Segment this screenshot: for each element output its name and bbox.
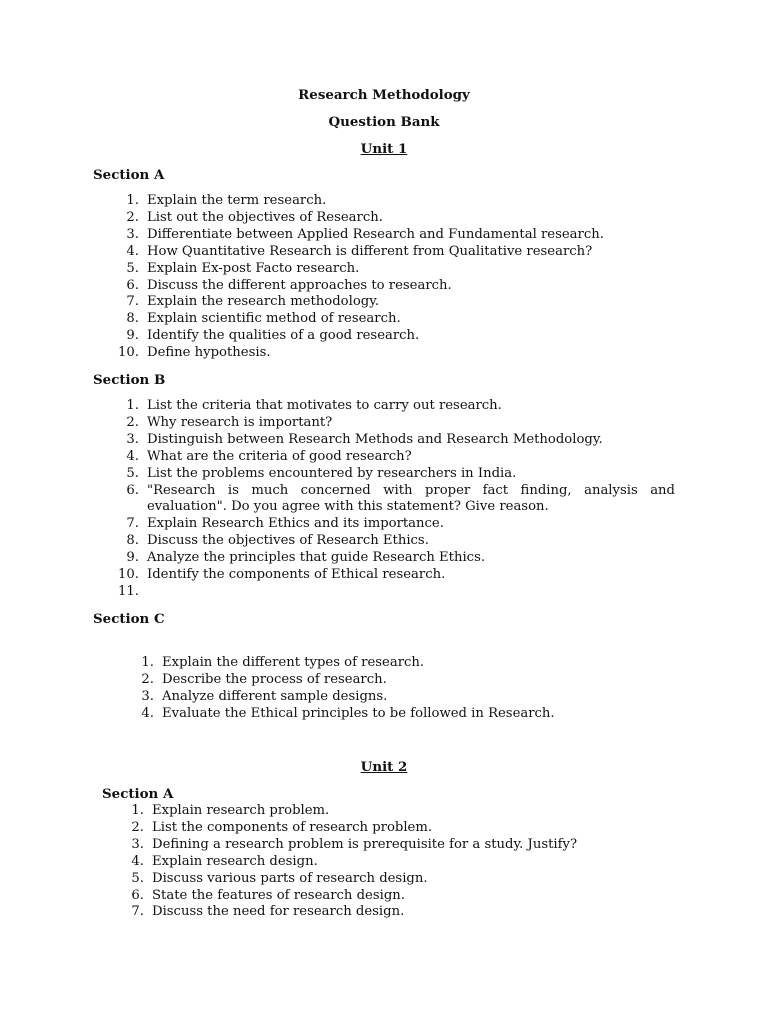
question-text: Discuss the different approaches to research. xyxy=(147,277,452,293)
question-number: 7. xyxy=(131,904,144,920)
question-number: 1. xyxy=(126,398,139,413)
question-text: Evaluate the Ethical principles to be followed in Research. xyxy=(162,705,555,721)
question-item xyxy=(101,244,675,261)
question-item xyxy=(101,516,675,533)
question-item xyxy=(112,803,682,820)
unit2-label: Unit 2 xyxy=(360,759,408,775)
question-number: 3. xyxy=(131,836,144,852)
question-number: 6. xyxy=(131,887,144,903)
question-item xyxy=(101,261,675,278)
question-text: How Quantitative Research is different from Qualitative research? xyxy=(147,243,593,259)
document-subtitle: Question Bank xyxy=(328,114,440,130)
question-number: 11. xyxy=(118,583,139,599)
question-item xyxy=(112,837,682,854)
question-number: 4. xyxy=(131,853,144,869)
question-text: Define hypothesis. xyxy=(147,345,271,361)
question-number: 10. xyxy=(118,567,139,583)
unit1-sectionA-heading: Section A xyxy=(93,167,165,183)
question-item xyxy=(101,278,675,295)
question-number: 7. xyxy=(126,294,139,310)
question-item xyxy=(101,294,675,311)
question-number: 2. xyxy=(126,414,139,430)
question-text: Explain Ex-post Facto research. xyxy=(147,260,360,276)
question-text: Differentiate between Applied Research and Fundamental research. xyxy=(147,226,604,242)
question-text: Discuss various parts of research design. xyxy=(152,870,428,886)
question-text: List the problems encountered by researchers in India. xyxy=(147,465,517,481)
question-item xyxy=(122,655,682,672)
question-item xyxy=(112,854,682,871)
question-number: 7. xyxy=(126,516,139,532)
question-text: Explain research design. xyxy=(152,853,318,869)
question-text: List the components of research problem. xyxy=(152,819,433,835)
question-text: Distinguish between Research Methods and Research Methodology. xyxy=(147,431,603,447)
question-text: Explain the different types of research. xyxy=(162,655,425,670)
question-text: State the features of research design. xyxy=(152,887,405,903)
question-text: Describe the process of research. xyxy=(162,671,387,687)
question-text: Explain the term research. xyxy=(147,193,327,208)
question-text: Explain the research methodology. xyxy=(147,294,380,310)
question-number: 2. xyxy=(141,671,154,687)
unit1-sectionC-heading: Section C xyxy=(93,611,165,627)
unit1-sectionC-list xyxy=(122,655,682,723)
question-number: 3. xyxy=(126,226,139,242)
question-number: 4. xyxy=(126,243,139,259)
unit1-sectionA-list xyxy=(101,193,675,362)
question-item xyxy=(112,888,682,905)
question-number: 6. xyxy=(126,482,139,498)
question-item xyxy=(101,449,675,466)
question-item xyxy=(101,311,675,328)
unit2-sectionA-heading: Section A xyxy=(102,786,174,802)
question-item xyxy=(101,415,675,432)
question-number: 9. xyxy=(126,550,139,566)
question-item xyxy=(122,706,682,723)
question-number: 6. xyxy=(126,277,139,293)
question-text: Discuss the need for research design. xyxy=(152,904,405,920)
question-item xyxy=(122,672,682,689)
question-number: 10. xyxy=(118,345,139,361)
question-item xyxy=(101,227,675,244)
question-text: Analyze the principles that guide Research Ethics. xyxy=(147,550,486,566)
unit1-heading xyxy=(0,141,768,157)
question-text: List the criteria that motivates to carry out research. xyxy=(147,398,502,413)
question-item xyxy=(101,432,675,449)
question-number: 4. xyxy=(141,705,154,721)
question-number: 2. xyxy=(131,819,144,835)
question-number: 1. xyxy=(141,655,154,670)
question-number: 8. xyxy=(126,311,139,327)
question-number: 9. xyxy=(126,328,139,344)
question-item xyxy=(101,466,675,483)
question-text: Explain research problem. xyxy=(152,803,330,818)
unit1-sectionB-heading: Section B xyxy=(93,372,166,388)
unit1-label: Unit 1 xyxy=(360,141,408,157)
question-number: 4. xyxy=(126,448,139,464)
question-item xyxy=(112,871,682,888)
document-title: Research Methodology xyxy=(298,87,470,103)
question-number: 2. xyxy=(126,209,139,225)
unit1-sectionB-list xyxy=(101,398,675,601)
question-text: Analyze different sample designs. xyxy=(162,688,388,704)
unit2-heading xyxy=(0,759,768,775)
question-number: 5. xyxy=(126,465,139,481)
question-item xyxy=(101,345,675,362)
question-number: 5. xyxy=(131,870,144,886)
question-text: Why research is important? xyxy=(147,414,333,430)
question-item xyxy=(101,533,675,550)
question-item xyxy=(101,210,675,227)
question-text: What are the criteria of good research? xyxy=(147,448,412,464)
question-number: 5. xyxy=(126,260,139,276)
question-number: 3. xyxy=(126,431,139,447)
question-number: 8. xyxy=(126,533,139,549)
question-item xyxy=(112,904,682,921)
question-item xyxy=(101,567,675,584)
question-text: Identify the qualities of a good research. xyxy=(147,328,420,344)
question-number: 1. xyxy=(126,193,139,208)
question-number: 3. xyxy=(141,688,154,704)
question-item xyxy=(101,398,675,415)
question-item xyxy=(112,820,682,837)
question-text: Explain Research Ethics and its importance. xyxy=(147,516,444,532)
question-item xyxy=(101,584,675,601)
question-text: Identify the components of Ethical research. xyxy=(147,567,446,583)
question-item xyxy=(122,689,682,706)
question-text: Defining a research problem is prerequisite for a study. Justify? xyxy=(152,836,578,852)
question-item xyxy=(101,193,675,210)
question-text: Explain scientific method of research. xyxy=(147,311,401,327)
question-item xyxy=(101,550,675,567)
question-number: 1. xyxy=(131,803,144,818)
question-item xyxy=(101,483,675,517)
question-text: Discuss the objectives of Research Ethics. xyxy=(147,533,429,549)
question-item xyxy=(101,328,675,345)
unit2-sectionA-list xyxy=(112,803,682,921)
question-text: List out the objectives of Research. xyxy=(147,209,383,225)
question-text: "Research is much concerned with proper fact finding, analysis and evaluation". Do you agree with this statement? Give reason. xyxy=(147,482,675,515)
